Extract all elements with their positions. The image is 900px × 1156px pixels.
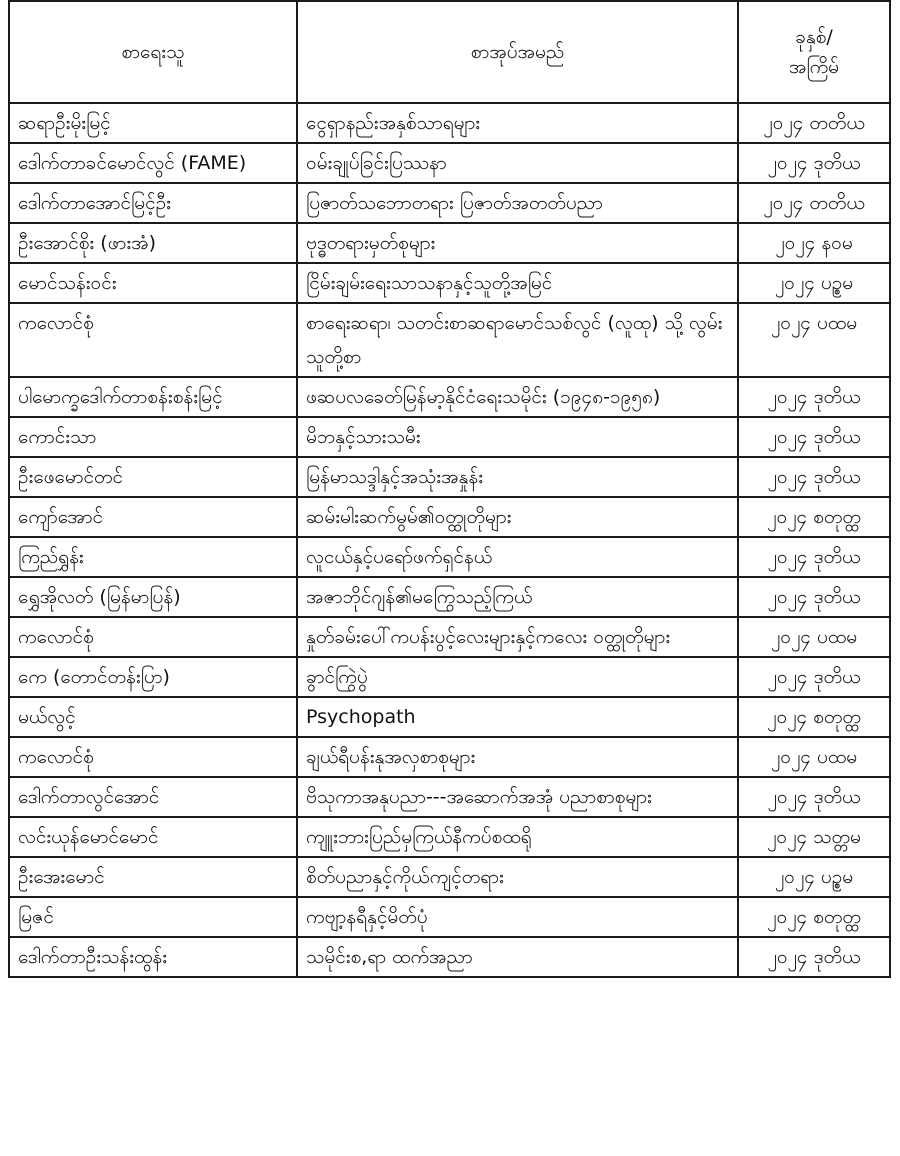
- author-cell: ပါမောက္ခဒေါက်တာစန်းစန်းမြင့်: [9, 377, 297, 417]
- table-row: [9, 817, 890, 857]
- edition-cell: ၂၀၂၄ ဒုတိယ: [738, 143, 890, 183]
- title-cell: နှုတ်ခမ်းပေါ်ကပန်းပွင့်လေးများနှင့်ကလေး ဝတ္ထုတိုများ: [297, 617, 738, 657]
- table-row: [9, 737, 890, 777]
- edition-cell: ၂၀၂၄ ဒုတိယ: [738, 577, 890, 617]
- title-cell: ချယ်ရီပန်းနုအလှစာစုများ: [297, 737, 738, 777]
- author-cell: ဒေါက်တာအောင်မြင့်ဦး: [9, 183, 297, 223]
- table-row: [9, 143, 890, 183]
- header-title: စာအုပ်အမည်: [297, 1, 738, 103]
- title-cell: ဆမ်းမါးဆက်မွမ်၏ဝတ္ထုတိုများ: [297, 497, 738, 537]
- edition-cell: ၂၀၂၄ ဒုတိယ: [738, 377, 890, 417]
- edition-cell: ၂၀၂၄ ပထမ: [738, 303, 890, 377]
- header-edition-line1: ခုနှစ်/: [795, 26, 833, 48]
- book-list-table: [8, 0, 891, 978]
- table-row: [9, 577, 890, 617]
- author-cell: ကေ (တောင်တန်းပြာ): [9, 657, 297, 697]
- edition-cell: ၂၀၂၄ နဝမ: [738, 223, 890, 263]
- author-cell: ကလောင်စုံ: [9, 737, 297, 777]
- table-row: [9, 937, 890, 977]
- header-author: စာရေးသူ: [9, 1, 297, 103]
- author-cell: ကလောင်စုံ: [9, 303, 297, 377]
- author-cell: မယ်လွင့်: [9, 697, 297, 737]
- title-cell: ဗိသုကာအနုပညာ---အဆောက်အအုံ ပညာစာစုများ: [297, 777, 738, 817]
- title-cell: စာရေးဆရာ၊ သတင်းစာဆရာမောင်သစ်လွင် (လူထု) သို့ လွမ်းသူတို့စာ: [297, 303, 738, 377]
- title-cell: မိဘနှင့်သားသမီး: [297, 417, 738, 457]
- header-edition-line2: အကြိမ်: [788, 56, 840, 78]
- author-cell: လင်းယုန်မောင်မောင်: [9, 817, 297, 857]
- table-body: [9, 103, 890, 977]
- edition-cell: ၂၀၂၄ ဒုတိယ: [738, 457, 890, 497]
- table-row: [9, 897, 890, 937]
- table-row: [9, 617, 890, 657]
- title-cell: ငွေရှာနည်းအနှစ်သာရများ: [297, 103, 738, 143]
- edition-cell: ၂၀၂၄ စတုတ္ထ: [738, 897, 890, 937]
- edition-cell: ၂၀၂၄ တတိယ: [738, 103, 890, 143]
- table-row: [9, 777, 890, 817]
- author-cell: ကြည်ရွှန်း: [9, 537, 297, 577]
- author-cell: ရွှေအိုလတ် (မြန်မာပြန်): [9, 577, 297, 617]
- title-cell: သမိုင်းစ,ရာ ထက်အညာ: [297, 937, 738, 977]
- table-row: [9, 497, 890, 537]
- edition-cell: ၂၀၂၄ ဒုတိယ: [738, 657, 890, 697]
- title-cell: ကျူးဘားပြည်မှကြယ်နီကပ်စထရို: [297, 817, 738, 857]
- title-cell: ဝမ်းချုပ်ခြင်းပြဿနာ: [297, 143, 738, 183]
- edition-cell: ၂၀၂၄ ပဉ္စမ: [738, 263, 890, 303]
- edition-cell: ၂၀၂၄ သတ္တမ: [738, 817, 890, 857]
- table-row: [9, 657, 890, 697]
- author-cell: ဒေါက်တာခင်မောင်လွင် (FAME): [9, 143, 297, 183]
- edition-cell: ၂၀၂၄ တတိယ: [738, 183, 890, 223]
- table-row: [9, 537, 890, 577]
- title-cell: ခွာင်ကြွဲပွဲ: [297, 657, 738, 697]
- author-cell: ကောင်းသာ: [9, 417, 297, 457]
- table-row: [9, 457, 890, 497]
- edition-cell: ၂၀၂၄ ပထမ: [738, 617, 890, 657]
- table-row: [9, 377, 890, 417]
- title-cell: စိတ်ပညာနှင့်ကိုယ်ကျင့်တရား: [297, 857, 738, 897]
- title-cell: အဇာဘိုင်ဂျန်၏မကြွေသည့်ကြယ်: [297, 577, 738, 617]
- table-row: [9, 417, 890, 457]
- author-cell: ကလောင်စုံ: [9, 617, 297, 657]
- edition-cell: ၂၀၂၄ ဒုတိယ: [738, 417, 890, 457]
- header-edition: [738, 1, 890, 103]
- title-cell: မြန်မာသဒ္ဒါနှင့်အသုံးအနှုန်း: [297, 457, 738, 497]
- title-cell: ဗုဒ္ဓတရားမှတ်စုများ: [297, 223, 738, 263]
- edition-cell: ၂၀၂၄ စတုတ္ထ: [738, 497, 890, 537]
- title-cell: Psychopath: [297, 697, 738, 737]
- table-row: [9, 103, 890, 143]
- edition-cell: ၂၀၂၄ ဒုတိယ: [738, 777, 890, 817]
- author-cell: ကျော်အောင်: [9, 497, 297, 537]
- header-row: [9, 1, 890, 103]
- edition-cell: ၂၀၂၄ ပဉ္စမ: [738, 857, 890, 897]
- title-cell: ငြိမ်းချမ်းရေးသာသနာနှင့်သူတို့အမြင်: [297, 263, 738, 303]
- title-cell: ကဗျာ့နရီနှင့်မိတ်ပုံ: [297, 897, 738, 937]
- author-cell: ဆရာဦးမိုးမြင့်: [9, 103, 297, 143]
- edition-cell: ၂၀၂၄ ဒုတိယ: [738, 937, 890, 977]
- author-cell: မောင်သန်းဝင်း: [9, 263, 297, 303]
- edition-cell: ၂၀၂၄ စတုတ္ထ: [738, 697, 890, 737]
- author-cell: ဒေါက်တာဦးသန်းထွန်း: [9, 937, 297, 977]
- edition-cell: ၂၀၂၄ ဒုတိယ: [738, 537, 890, 577]
- table-row: [9, 183, 890, 223]
- title-cell: လူငယ်နှင့်ပရော်ဖက်ရှင်နယ်: [297, 537, 738, 577]
- author-cell: မြဇင်: [9, 897, 297, 937]
- edition-cell: ၂၀၂၄ ပထမ: [738, 737, 890, 777]
- author-cell: ဦးဖေမောင်တင်: [9, 457, 297, 497]
- title-cell: ပြဇာတ်သဘောတရား ပြဇာတ်အတတ်ပညာ: [297, 183, 738, 223]
- table-row: [9, 857, 890, 897]
- author-cell: ဦးအေးမောင်: [9, 857, 297, 897]
- author-cell: ဒေါက်တာလွင်အောင်: [9, 777, 297, 817]
- table-row: [9, 697, 890, 737]
- author-cell: ဦးအောင်စိုး (ဖားအံ): [9, 223, 297, 263]
- table-row: [9, 263, 890, 303]
- table-row: [9, 223, 890, 263]
- title-cell: ဖဆပလခေတ်မြန်မာ့နိုင်ငံရေးသမိုင်း (၁၉၄၈-၁၉၅၈): [297, 377, 738, 417]
- table-row: [9, 303, 890, 377]
